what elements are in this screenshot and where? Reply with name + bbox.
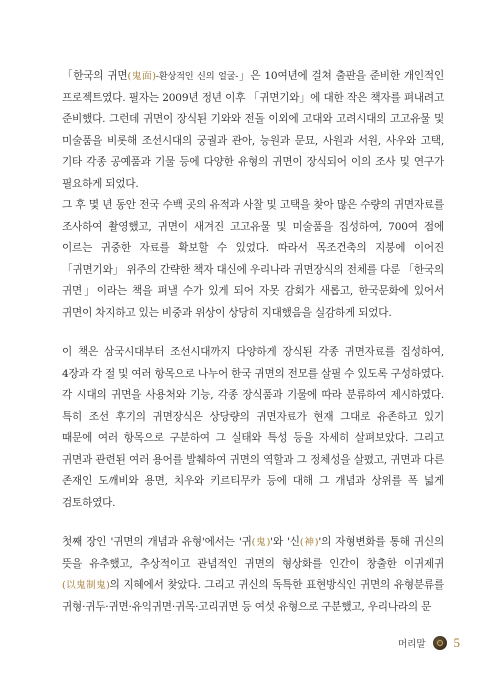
text-span: 첫째 장인 '귀면의 개념과 유형'에서는 '귀 [62, 536, 252, 548]
book-subtitle: -환상적인 신의 얼굴- [155, 71, 239, 82]
paragraph-1 [62, 66, 444, 195]
text-span: 」은 10여년에 걸쳐 출판을 준비한 개인적인 프로젝트였다. 필자는 2009년 정년 이후 「귀면기와」에 대한 작은 책자를 펴내려고 준비했다. 그런데 귀면이 장식된 기와와 전돌 이외에 고대와 고려시대의 고고유물 및 미술품을 비롯해 조선시대의 궁궐과 관아, 능원과 문묘, 사원과 서원, 사우와 고택, 기타 각종 공예품과 기물 등에 다양한 유형의 귀면이 장식되어 이의 조사 및 연구가 필요하게 되었다. [62, 70, 445, 190]
page-number: 5 [453, 635, 460, 650]
section-label: 머리말 [397, 639, 426, 650]
hanja-annotation: (神) [299, 537, 319, 548]
text-span: 의 지혜에서 찾았다. 그리고 귀신의 독특한 표현방식인 귀면의 유형분류를 귀형·귀두·귀면·유익귀면·귀목·고리귀면 등 여섯 유형으로 구분했고, 우리나라의 문 [62, 579, 444, 613]
preface-body [62, 66, 444, 618]
text-span: '와 '신 [270, 536, 300, 548]
paragraph-4 [62, 532, 444, 618]
paragraph-3 [62, 342, 444, 514]
text-span: '의 자형변화를 통해 귀신의 뜻을 유추했고, 추상적이고 관념적인 귀면의 형상화를 인간이 창출한 이귀제귀 [62, 536, 444, 570]
text-span: 「한국의 귀면 [62, 70, 128, 82]
hanja-annotation: (以鬼制鬼) [62, 580, 110, 591]
hanja-annotation: (鬼面) [127, 71, 156, 82]
ornament-icon [433, 636, 447, 650]
hanja-annotation: (鬼) [251, 537, 271, 548]
paragraph-2 [62, 195, 444, 324]
page-footer [398, 635, 460, 651]
text-span: 이 책은 삼국시대부터 조선시대까지 다양하게 장식된 각종 귀면자료를 집성하여, 4장과 각 절 및 여러 항목으로 나누어 한국 귀면의 전모를 살필 수 있도록 구성하였다. 각 시대의 귀면을 사용처와 기능, 각종 장식품과 기물에 따라 분류하여 제시하였다. 특히 조선 후기의 귀면장식은 상당량의 귀면자료가 현재 그대로 유존하고 있기 때문에 여러 항목으로 구분하여 그 실태와 특성 등을 자세히 살펴보았다. 그리고 귀면과 관련된 여러 용어를 발췌하여 귀면의 역할과 그 정체성을 살폈고, 귀면과 다른 존재인 도깨비와 용면, 치우와 키르티무카 등에 대해 그 개념과 상위를 폭 넓게 검토하였다. [62, 346, 444, 509]
text-span: 그 후 몇 년 동안 전국 수백 곳의 유적과 사찰 및 고택을 찾아 많은 수량의 귀면자료를 조사하여 촬영했고, 귀면이 새겨진 고고유물 및 미술품을 집성하여, 700여 점에 이르는 귀중한 자료를 확보할 수 있었다. 따라서 목조건축의 지붕에 이어진 「귀면기와」 위주의 간략한 책자 대신에 우리나라 귀면장식의 전체를 다룬 「한국의 귀면」이라는 책을 펴낼 수가 있게 되어 자못 감회가 새롭고, 한국문화에 있어서 귀면이 차지하고 있는 비중과 위상이 상당히 지대했음을 실감하게 되었다. [62, 199, 444, 319]
